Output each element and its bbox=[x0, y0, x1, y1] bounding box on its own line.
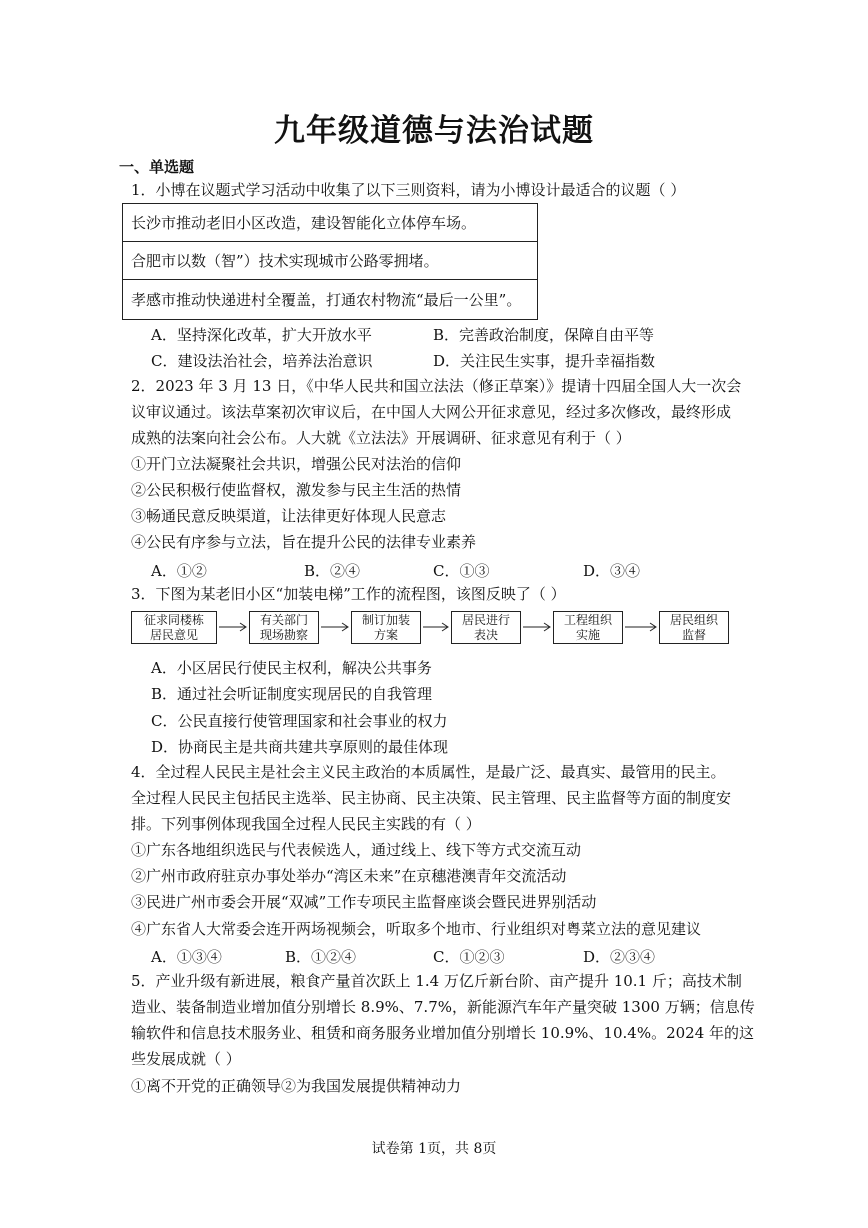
flow-step: 居民进行 表决 bbox=[451, 611, 521, 644]
section-heading: 一、单选题 bbox=[119, 158, 195, 176]
arrow-right-icon bbox=[522, 619, 552, 635]
arrow-right-icon bbox=[422, 619, 450, 635]
material-row: 孝感市推动快递进村全覆盖，打通农村物流“最后一公里”。 bbox=[131, 291, 522, 309]
question-5-line: 造业、装备制造业增加值分别增长 8.9%、7.7%，新能源汽车年产量突破 1300 万辆；信息传 bbox=[131, 998, 755, 1016]
question-5-line: 5．产业升级有新进展，粮食产量首次跃上 1.4 万亿斤新台阶、亩产提升 10.1 斤；高技术制 bbox=[131, 972, 742, 990]
question-4-item: ②广州市政府驻京办事处举办“湾区未来”在京穗港澳青年交流活动 bbox=[131, 867, 567, 885]
question-2-item: ③畅通民意反映渠道，让法律更好体现人民意志 bbox=[131, 507, 447, 525]
question-4-item: ①广东各地组织选民与代表候选人，通过线上、线下等方式交流互动 bbox=[131, 841, 582, 859]
question-1-option-d[interactable]: D．关注民生实事，提升幸福指数 bbox=[433, 352, 656, 370]
question-1-material-table bbox=[122, 203, 538, 320]
question-2-option-d[interactable]: D．③④ bbox=[583, 562, 641, 580]
arrow-right-icon bbox=[218, 619, 248, 635]
question-1-option-c[interactable]: C．建设法治社会，培养法治意识 bbox=[151, 352, 373, 370]
question-4-item: ④广东省人大常委会连开两场视频会，听取多个地市、行业组织对粤菜立法的意见建议 bbox=[131, 920, 702, 938]
question-4-line: 排。下列事例体现我国全过程人民民主实践的有（ ） bbox=[131, 815, 481, 833]
flow-step: 有关部门 现场勘察 bbox=[249, 611, 319, 644]
question-2-item: ②公民积极行使监督权，激发参与民主生活的热情 bbox=[131, 481, 462, 499]
question-4-option-a[interactable]: A．①③④ bbox=[151, 948, 222, 966]
page-title: 九年级道德与法治试题 bbox=[274, 113, 594, 149]
question-4-option-b[interactable]: B．①②④ bbox=[285, 948, 357, 966]
material-row: 长沙市推动老旧小区改造，建设智能化立体停车场。 bbox=[123, 204, 537, 242]
question-2-option-c[interactable]: C．①③ bbox=[433, 562, 490, 580]
question-3-option-d[interactable]: D．协商民主是共商共建共享原则的最佳体现 bbox=[151, 738, 449, 756]
question-2-item: ①开门立法凝聚社会共识，增强公民对法治的信仰 bbox=[131, 455, 462, 473]
question-4-line: 全过程人民民主包括民主选举、民主协商、民主决策、民主管理、民主监督等方面的制度安 bbox=[131, 789, 732, 807]
arrow-right-icon bbox=[624, 619, 658, 635]
question-2-line: 议审议通过。该法草案初次审议后，在中国人大网公开征求意见，经过多次修改，最终形成 bbox=[131, 403, 732, 421]
question-5-item: ①离不开党的正确领导②为我国发展提供精神动力 bbox=[131, 1077, 462, 1095]
question-4-option-d[interactable]: D．②③④ bbox=[583, 948, 656, 966]
question-3-option-b[interactable]: B．通过社会听证制度实现居民的自我管理 bbox=[151, 685, 433, 703]
question-5-line: 些发展成就（ ） bbox=[131, 1050, 241, 1068]
page-footer: 试卷第 1页，共 8页 bbox=[371, 1141, 497, 1157]
question-1-option-b[interactable]: B．完善政治制度，保障自由平等 bbox=[433, 326, 655, 344]
material-row: 合肥市以数（智”）技术实现城市公路零拥堵。 bbox=[123, 242, 537, 280]
question-2-item: ④公民有序参与立法，旨在提升公民的法律专业素养 bbox=[131, 533, 477, 551]
question-1-option-a[interactable]: A．坚持深化改革，扩大开放水平 bbox=[151, 326, 372, 344]
question-2-line: 2．2023 年 3 月 13 日，《中华人民共和国立法法（修正草案）》提请十四届全国人大一次会 bbox=[131, 377, 742, 395]
flow-step: 居民组织 监督 bbox=[659, 611, 729, 644]
flow-step: 工程组织 实施 bbox=[553, 611, 623, 644]
question-3-option-c[interactable]: C．公民直接行使管理国家和社会事业的权力 bbox=[151, 712, 448, 730]
question-1-stem: 1．小博在议题式学习活动中收集了以下三则资料，请为小博设计最适合的议题（ ） bbox=[131, 181, 686, 199]
question-5-line: 输软件和信息技术服务业、租赁和商务服务业增加值分别增长 10.9%、10.4%。2024 年的这 bbox=[131, 1024, 755, 1042]
flow-step: 制订加装 方案 bbox=[351, 611, 421, 644]
question-2-option-b[interactable]: B．②④ bbox=[304, 562, 361, 580]
question-2-line: 成熟的法案向社会公布。人大就《立法法》开展调研、征求意见有利于（ ） bbox=[131, 429, 631, 447]
question-4-item: ③民进广州市委会开展“双减”工作专项民主监督座谈会暨民进界别活动 bbox=[131, 893, 597, 911]
question-4-option-c[interactable]: C．①②③ bbox=[433, 948, 505, 966]
question-3-option-a[interactable]: A．小区居民行使民主权利，解决公共事务 bbox=[151, 659, 432, 677]
question-3-stem: 3．下图为某老旧小区“加装电梯”工作的流程图，该图反映了（ ） bbox=[131, 585, 566, 603]
flow-step: 征求同楼栋 居民意见 bbox=[131, 611, 217, 644]
question-4-line: 4．全过程人民民主是社会主义民主政治的本质属性，是最广泛、最真实、最管用的民主。 bbox=[131, 763, 726, 781]
arrow-right-icon bbox=[320, 619, 350, 635]
question-2-option-a[interactable]: A．①② bbox=[151, 562, 207, 580]
